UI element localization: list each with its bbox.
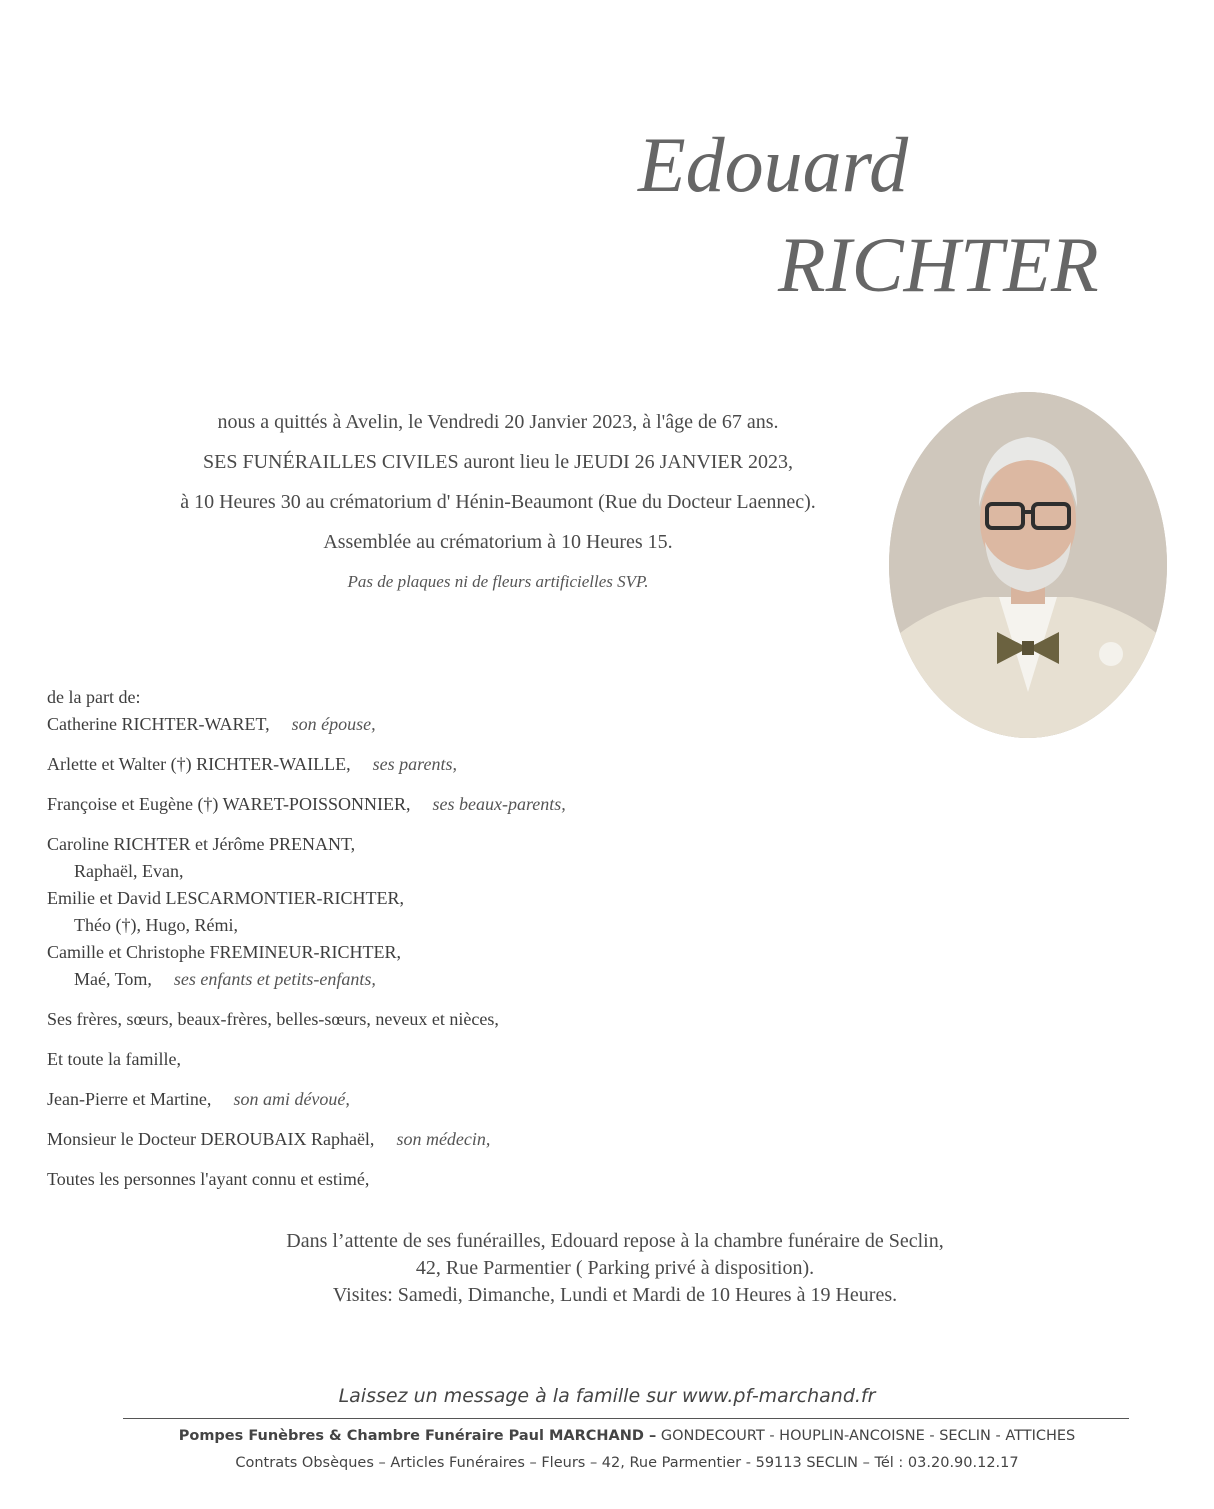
deceased-last-name: RICHTER xyxy=(778,221,1099,308)
footer-message: Laissez un message à la famille sur www.pf-marchand.fr xyxy=(338,1385,876,1407)
family-spouse xyxy=(47,711,867,738)
family-inlaws xyxy=(47,791,867,818)
footer-company xyxy=(0,1428,1214,1444)
family-whole: Et toute la famille, xyxy=(47,1049,181,1069)
deceased-first-name: Edouard xyxy=(638,121,909,208)
rest-location-line: Dans l’attente de ses funérailles, Edouard repose à la chambre funéraire de Seclin, xyxy=(286,1230,944,1252)
parents-role: ses parents, xyxy=(372,754,457,774)
rest-info-block xyxy=(100,1228,1130,1309)
family-others: Toutes les personnes l'ayant connu et estimé, xyxy=(47,1169,370,1189)
footer-divider xyxy=(123,1418,1129,1419)
grandchildren-3-names: Maé, Tom, xyxy=(74,969,152,989)
portrait-illustration xyxy=(889,392,1167,738)
family-grandchildren-1: Raphaël, Evan, xyxy=(74,861,184,881)
inlaws-name: Françoise et Eugène (†) WARET-POISSONNIER, xyxy=(47,794,411,814)
family-siblings: Ses frères, sœurs, beaux-frères, belles-sœurs, neveux et nièces, xyxy=(47,1009,499,1029)
footer-contact: Contrats Obsèques – Articles Funéraires – Fleurs – 42, Rue Parmentier - 59113 SECLIN – Tél : 03.20.90.12.17 xyxy=(235,1455,1019,1471)
announcement-block xyxy=(100,402,896,602)
announcement-assembly-line: Assemblée au crématorium à 10 Heures 15. xyxy=(323,531,673,553)
inlaws-role: ses beaux-parents, xyxy=(432,794,566,814)
announcement-funeral-line: SES FUNÉRAILLES CIVILES auront lieu le JEUDI 26 JANVIER 2023, xyxy=(203,451,793,473)
portrait-photo xyxy=(889,392,1167,738)
family-child-3: Camille et Christophe FREMINEUR-RICHTER, xyxy=(47,942,401,962)
announcement-death-line: nous a quittés à Avelin, le Vendredi 20 Janvier 2023, à l'âge de 67 ans. xyxy=(217,411,779,433)
friend-role: son ami dévoué, xyxy=(233,1089,350,1109)
company-name: Pompes Funèbres & Chambre Funéraire Paul MARCHAND – xyxy=(178,1428,657,1444)
announcement-location-line: à 10 Heures 30 au crématorium d' Hénin-Beaumont (Rue du Docteur Laennec). xyxy=(180,491,816,513)
family-child-1: Caroline RICHTER et Jérôme PRENANT, xyxy=(47,834,356,854)
family-list xyxy=(47,684,867,1193)
family-parents xyxy=(47,751,867,778)
spouse-role: son épouse, xyxy=(291,714,376,734)
children-role: ses enfants et petits-enfants, xyxy=(173,969,376,989)
doctor-role: son médecin, xyxy=(396,1129,491,1149)
announcement-flowers-note: Pas de plaques ni de fleurs artificielles SVP. xyxy=(347,572,649,591)
family-child-2: Emilie et David LESCARMONTIER-RICHTER, xyxy=(47,888,404,908)
spouse-name: Catherine RICHTER-WARET, xyxy=(47,714,270,734)
parents-name: Arlette et Walter (†) RICHTER-WAILLE, xyxy=(47,754,351,774)
family-intro: de la part de: xyxy=(47,687,141,707)
rest-address-line: 42, Rue Parmentier ( Parking privé à disposition). xyxy=(415,1257,815,1279)
company-locations: GONDECOURT - HOUPLIN-ANCOISNE - SECLIN - ATTICHES xyxy=(656,1428,1076,1444)
family-doctor xyxy=(47,1126,867,1153)
friend-name: Jean-Pierre et Martine, xyxy=(47,1089,212,1109)
family-friend xyxy=(47,1086,867,1113)
rest-visits-line: Visites: Samedi, Dimanche, Lundi et Mardi de 10 Heures à 19 Heures. xyxy=(332,1284,898,1306)
family-grandchildren-3 xyxy=(47,966,867,993)
family-grandchildren-2: Théo (†), Hugo, Rémi, xyxy=(74,915,238,935)
doctor-name: Monsieur le Docteur DEROUBAIX Raphaël, xyxy=(47,1129,375,1149)
